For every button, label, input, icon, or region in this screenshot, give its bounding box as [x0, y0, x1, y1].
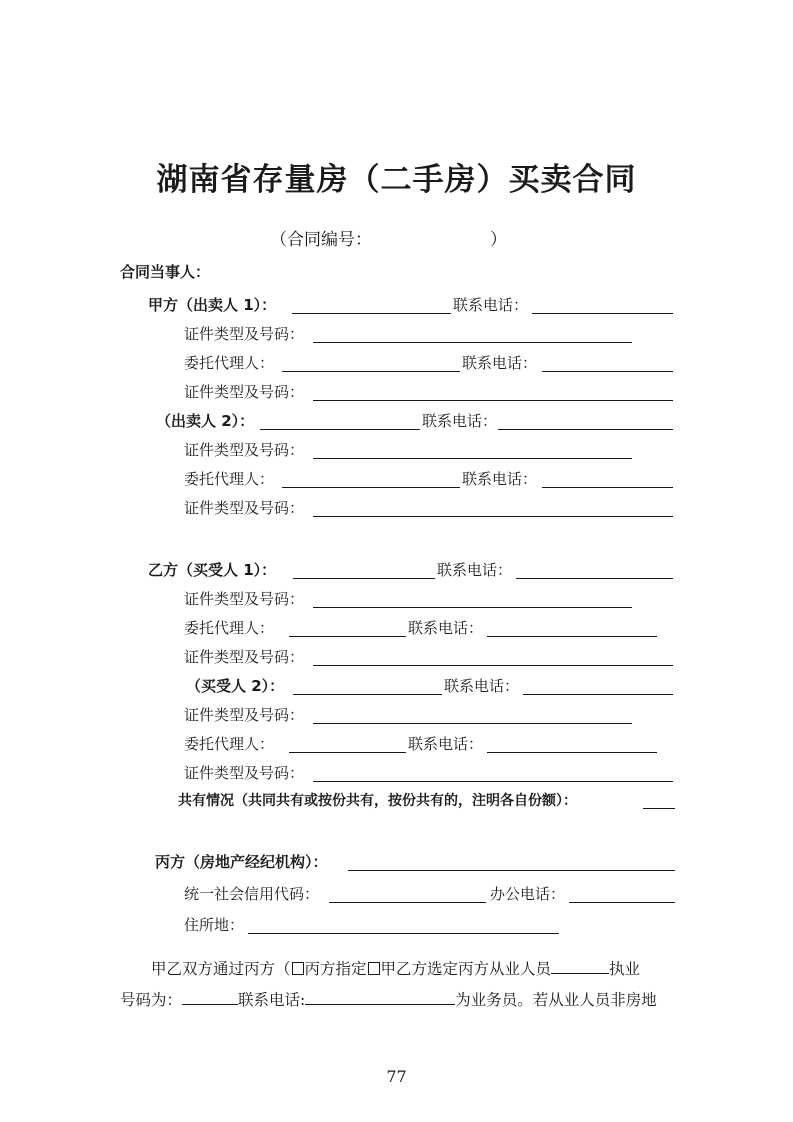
buyer1-phone-field[interactable] — [516, 578, 673, 579]
buyer1-id-label: 证件类型及号码： — [184, 590, 305, 608]
seller1-name-field[interactable] — [292, 313, 451, 314]
seller2-phone-field[interactable] — [498, 429, 673, 430]
buyer1-agent-label: 委托代理人： — [184, 619, 275, 637]
office-phone-field[interactable] — [569, 902, 675, 903]
address-label: 住所地： — [184, 916, 245, 934]
address-field[interactable] — [248, 933, 559, 934]
seller1-agent-id-field[interactable] — [313, 400, 673, 401]
seller1-agent-id-label: 证件类型及号码： — [184, 383, 305, 401]
paragraph-text-a: 甲乙双方通过丙方（ — [151, 960, 291, 978]
seller1-id-label: 证件类型及号码： — [184, 325, 305, 343]
seller1-agent-label: 委托代理人： — [184, 354, 275, 372]
office-phone-label: 办公电话： — [490, 885, 566, 903]
seller2-agent-label: 委托代理人： — [184, 470, 275, 488]
seller1-label: 甲方（出卖人 1）： — [148, 296, 277, 314]
option-selected-label: 甲乙方选定丙方从业人员 — [380, 960, 552, 978]
seller2-agent-phone-label: 联系电话： — [462, 470, 538, 488]
buyer2-agent-phone-field[interactable] — [487, 752, 657, 753]
option-designated-label: 丙方指定 — [304, 960, 367, 978]
co-ownership-label: 共有情况（共同共有或按份共有，按份共有的，注明各自份额）： — [178, 793, 577, 809]
license-no-label: 号码为： — [120, 991, 183, 1009]
seller2-agent-field[interactable] — [282, 487, 460, 488]
staff-name-field[interactable] — [551, 959, 609, 974]
buyer2-agent-field[interactable] — [289, 752, 406, 753]
paragraph-text-b: 执业 — [609, 960, 641, 978]
seller2-agent-id-field[interactable] — [313, 516, 673, 517]
staff-phone-field[interactable] — [305, 990, 455, 1005]
co-ownership-field[interactable] — [643, 808, 675, 809]
staff-phone-label: 联系电话: — [238, 991, 306, 1009]
paragraph-line-1 — [120, 958, 680, 980]
seller2-phone-label: 联系电话： — [422, 412, 498, 430]
buyer2-agent-id-field[interactable] — [313, 781, 673, 782]
seller2-agent-phone-field[interactable] — [542, 487, 673, 488]
contract-number-label: （合同编号： — [270, 230, 372, 250]
buyer2-phone-field[interactable] — [523, 694, 673, 695]
buyer2-agent-id-label: 证件类型及号码： — [184, 764, 305, 782]
buyer2-id-label: 证件类型及号码： — [184, 706, 305, 724]
paragraph-text-c: 为业务员。若从业人员非房地 — [455, 991, 657, 1009]
contract-number-close: ） — [490, 230, 507, 250]
buyer1-agent-field[interactable] — [289, 636, 406, 637]
buyer1-phone-label: 联系电话： — [437, 561, 513, 579]
buyer1-label: 乙方（买受人 1）： — [148, 561, 277, 579]
seller2-id-label: 证件类型及号码： — [184, 441, 305, 459]
seller2-name-field[interactable] — [260, 429, 420, 430]
agency-name-field[interactable] — [348, 870, 675, 871]
checkbox-icon[interactable] — [368, 962, 380, 975]
seller1-id-field[interactable] — [313, 342, 632, 343]
seller2-agent-id-label: 证件类型及号码： — [184, 499, 305, 517]
seller2-label: （出卖人 2）： — [156, 412, 255, 430]
credit-code-field[interactable] — [329, 902, 486, 903]
buyer2-id-field[interactable] — [313, 723, 632, 724]
buyer1-agent-phone-field[interactable] — [487, 636, 657, 637]
parties-heading: 合同当事人： — [120, 263, 211, 281]
seller1-phone-label: 联系电话： — [453, 296, 529, 314]
contract-title: 湖南省存量房（二手房）买卖合同 — [156, 162, 637, 198]
buyer1-agent-id-label: 证件类型及号码： — [184, 648, 305, 666]
credit-code-label: 统一社会信用代码： — [184, 885, 320, 903]
page-number: 77 — [386, 1067, 407, 1086]
seller1-agent-phone-label: 联系电话： — [462, 354, 538, 372]
seller1-agent-field[interactable] — [282, 371, 460, 372]
buyer2-name-field[interactable] — [293, 694, 442, 695]
buyer1-agent-id-field[interactable] — [313, 665, 673, 666]
seller2-id-field[interactable] — [313, 458, 632, 459]
buyer2-agent-phone-label: 联系电话： — [408, 735, 484, 753]
buyer2-label: （买受人 2）： — [186, 677, 285, 695]
checkbox-icon[interactable] — [292, 962, 304, 975]
buyer1-id-field[interactable] — [313, 607, 632, 608]
buyer2-phone-label: 联系电话： — [444, 677, 520, 695]
buyer2-agent-label: 委托代理人： — [184, 735, 275, 753]
license-no-field[interactable] — [182, 990, 238, 1005]
seller1-agent-phone-field[interactable] — [542, 371, 673, 372]
buyer1-agent-phone-label: 联系电话： — [408, 619, 484, 637]
buyer1-name-field[interactable] — [293, 578, 435, 579]
agency-label: 丙方（房地产经纪机构）： — [155, 853, 328, 871]
seller1-phone-field[interactable] — [532, 313, 673, 314]
paragraph-line-2 — [120, 989, 680, 1011]
